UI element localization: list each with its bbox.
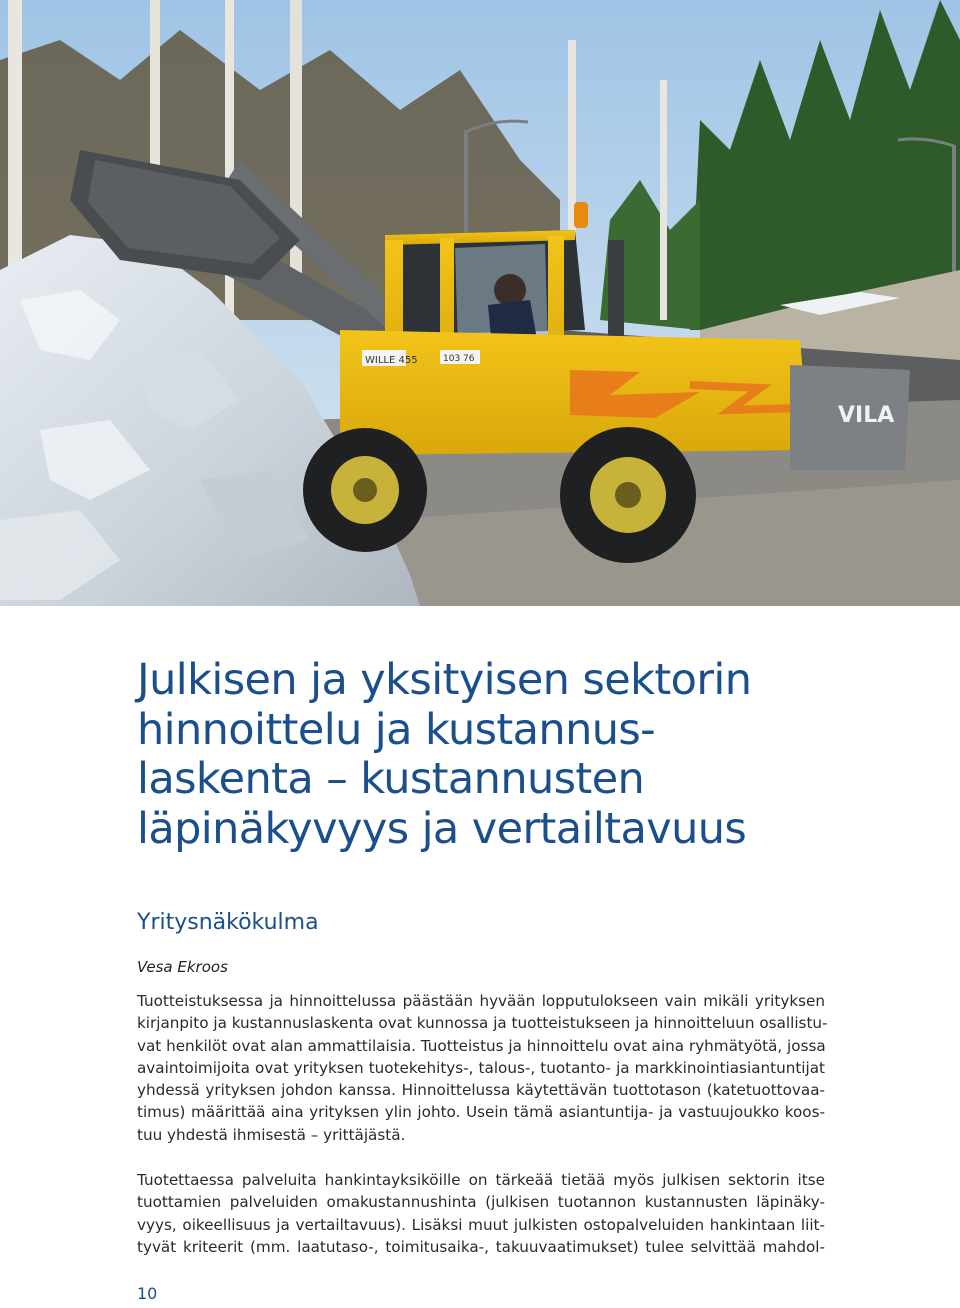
text-line: tyvät kriteerit (mm. laatutaso-, toimitusaika-, takuuvaatimukset) tulee selvittää mahdol- xyxy=(137,1237,825,1256)
article-author: Vesa Ekroos xyxy=(137,958,228,976)
text-line: vyys, oikeellisuus ja vertailtavuus). Lisäksi muut julkisten ostopalveluiden hankintaan liit- xyxy=(137,1215,825,1234)
body-paragraph-1 xyxy=(137,990,828,1146)
body-paragraph-2 xyxy=(137,1169,825,1258)
article-subtitle: Yritysnäkökulma xyxy=(137,910,319,935)
article-title-line: läpinäkyvyys ja vertailtavuus xyxy=(137,803,747,854)
article-title-line: laskenta – kustannusten xyxy=(137,754,645,804)
svg-text:VILA: VILA xyxy=(838,403,895,428)
text-line: vat henkilöt ovat alan ammattilaisia. Tuotteistus ja hinnoittelu ovat aina ryhmätyötä, jossa xyxy=(137,1036,826,1055)
text-line: Tuotettaessa palveluita hankintayksiköille on tärkeää tietää myös julkisen sektorin itse xyxy=(137,1171,825,1189)
wheel-loader-snow-photo xyxy=(0,0,960,606)
text-line: avaintoimijoita ovat yrityksen tuotekehitys-, talous-, tuotanto- ja markkinointiasiantuntijat xyxy=(137,1058,825,1077)
article-title-line: Julkisen ja yksityisen sektorin xyxy=(137,655,752,705)
cover-photo xyxy=(0,0,960,606)
article-title xyxy=(137,656,897,854)
text-line: kirjanpito ja kustannuslaskenta ovat kunnossa ja tuotteistukseen ja hinnoitteluun osallistu- xyxy=(137,1014,828,1033)
page-number: 10 xyxy=(137,1284,158,1303)
text-line: timus) määrittää aina yrityksen ylin johto. Usein tämä asiantuntija- ja vastuujoukko koos- xyxy=(137,1103,825,1122)
article-title-line: hinnoittelu ja kustannus- xyxy=(137,704,656,755)
text-line: tuottamien palveluiden omakustannushinta (julkisen tuotannon kustannusten läpinäky- xyxy=(137,1193,825,1212)
text-line: tuu yhdestä ihmisestä – yrittäjästä. xyxy=(137,1125,406,1144)
svg-text:WILLE 455: WILLE 455 xyxy=(365,355,418,366)
text-line: Tuotteistuksessa ja hinnoittelussa päästään hyvään lopputulokseen vain mikäli yrityksen xyxy=(137,992,825,1010)
text-line: yhdessä yrityksen johdon kanssa. Hinnoittelussa käytettävän tuottotason (katetuottovaa- xyxy=(137,1081,825,1100)
svg-text:103 76: 103 76 xyxy=(443,354,475,364)
